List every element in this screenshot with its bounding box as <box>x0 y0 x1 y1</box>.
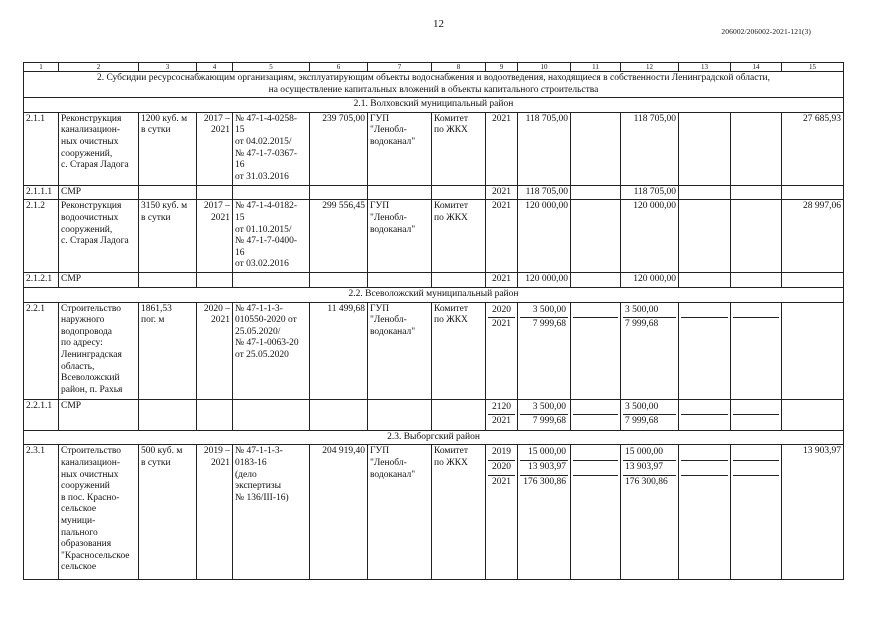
year: 2019 2020 2021 <box>486 445 518 580</box>
table-row <box>24 273 844 288</box>
cell-empty <box>571 273 621 288</box>
cell-empty <box>782 302 844 399</box>
cell-empty <box>310 399 368 430</box>
estimated-cost: 11 499,68 <box>310 302 368 399</box>
cell-empty <box>571 200 621 273</box>
section-title: 2. Субсидии ресурсоснабжающим организациям, эксплуатирующим объекты водоснабжения и водоотведения, находящиеся в собственности Ленинградской области, на осуществление капитальных вложений в объекты капитального строительства <box>24 72 844 98</box>
subsidy-table <box>23 62 844 580</box>
column-number: 15 <box>782 63 844 72</box>
cell-empty <box>571 185 621 200</box>
row-number: 2.1.2 <box>24 200 59 273</box>
regional-budget: 3 500,00 7 999,68 <box>621 399 679 430</box>
column-number: 4 <box>197 63 233 72</box>
column-15-value: 13 903,97 <box>782 445 844 580</box>
period: 2020 – 2021 <box>197 302 233 399</box>
cell-empty <box>679 185 731 200</box>
cell-empty <box>571 445 621 580</box>
estimated-cost: 299 556,45 <box>310 200 368 273</box>
cell-empty <box>731 445 782 580</box>
authority: Комитет по ЖКХ <box>432 302 486 399</box>
column-number: 12 <box>621 63 679 72</box>
total-amount: 3 500,00 7 999,68 <box>518 302 571 399</box>
cell-empty <box>731 399 782 430</box>
period: 2017 – 2021 <box>197 112 233 185</box>
cell-empty <box>368 399 432 430</box>
district-row <box>24 98 844 113</box>
cell-empty <box>571 112 621 185</box>
column-15-value: 28 997,06 <box>782 200 844 273</box>
cell-empty <box>233 185 310 200</box>
object-name: СМР <box>59 273 139 288</box>
authority: Комитет по ЖКХ <box>432 445 486 580</box>
object-name: Реконструкция канализацион- ных очистных сооружений, с. Старая Ладога <box>59 112 139 185</box>
period: 2019 – 2021 <box>197 445 233 580</box>
table-row <box>24 185 844 200</box>
column-number: 10 <box>518 63 571 72</box>
customer: ГУП "Ленобл- водоканал" <box>368 445 432 580</box>
table-row <box>24 445 844 580</box>
regional-budget: 120 000,00 <box>621 200 679 273</box>
cell-empty <box>233 399 310 430</box>
capacity: 1861,53 пог. м <box>139 302 197 399</box>
section-title-row <box>24 72 844 98</box>
column-number: 3 <box>139 63 197 72</box>
cell-empty <box>432 185 486 200</box>
column-number: 9 <box>486 63 518 72</box>
column-number: 7 <box>368 63 432 72</box>
cell-empty <box>233 273 310 288</box>
expertise-docs: № 47-1-4-0182- 15 от 01.10.2015/ № 47-1-7-0400- 16 от 03.02.2016 <box>233 200 310 273</box>
row-number: 2.1.1 <box>24 112 59 185</box>
cell-empty <box>368 273 432 288</box>
page-number: 12 <box>433 18 444 30</box>
cell-empty <box>139 399 197 430</box>
row-number: 2.1.1.1 <box>24 185 59 200</box>
total-amount: 118 705,00 <box>518 112 571 185</box>
regional-budget: 120 000,00 <box>621 273 679 288</box>
year: 2120 2021 <box>486 399 518 430</box>
cell-empty <box>731 200 782 273</box>
cell-empty <box>679 399 731 430</box>
cell-empty <box>731 273 782 288</box>
total-amount: 15 000,00 13 903,97 176 300,86 <box>518 445 571 580</box>
cell-empty <box>571 302 621 399</box>
expertise-docs: № 47-1-1-3- 010550-2020 от 25.05.2020/ № 47-1-0063-20 от 25.05.2020 <box>233 302 310 399</box>
row-number: 2.2.1.1 <box>24 399 59 430</box>
cell-empty <box>197 399 233 430</box>
capacity: 3150 куб. м в сутки <box>139 200 197 273</box>
column-number: 2 <box>59 63 139 72</box>
object-name: Реконструкция водоочистных сооружений, с. Старая Ладога <box>59 200 139 273</box>
column-15-value: 27 685,93 <box>782 112 844 185</box>
cell-empty <box>782 185 844 200</box>
authority: Комитет по ЖКХ <box>432 112 486 185</box>
total-amount: 3 500,00 7 999,68 <box>518 399 571 430</box>
row-number: 2.2.1 <box>24 302 59 399</box>
cell-empty <box>139 273 197 288</box>
cell-empty <box>432 273 486 288</box>
total-amount: 120 000,00 <box>518 273 571 288</box>
year: 2021 <box>486 200 518 273</box>
object-name: СМР <box>59 399 139 430</box>
estimated-cost: 239 705,00 <box>310 112 368 185</box>
column-number: 14 <box>731 63 782 72</box>
cell-empty <box>679 445 731 580</box>
customer: ГУП "Ленобл- водоканал" <box>368 112 432 185</box>
cell-empty <box>571 399 621 430</box>
cell-empty <box>139 185 197 200</box>
cell-empty <box>731 112 782 185</box>
cell-empty <box>679 200 731 273</box>
table-row <box>24 200 844 273</box>
object-name: СМР <box>59 185 139 200</box>
column-number: 8 <box>432 63 486 72</box>
cell-empty <box>197 273 233 288</box>
expertise-docs: № 47-1-4-0258- 15 от 04.02.2015/ № 47-1-7-0367- 16 от 31.03.2016 <box>233 112 310 185</box>
capacity: 500 куб. м в сутки <box>139 445 197 580</box>
column-number: 1 <box>24 63 59 72</box>
column-numbers-row <box>24 63 844 72</box>
cell-empty <box>782 399 844 430</box>
customer: ГУП "Ленобл- водоканал" <box>368 200 432 273</box>
period: 2017 – 2021 <box>197 200 233 273</box>
district-row <box>24 430 844 445</box>
year: 2021 <box>486 112 518 185</box>
cell-empty <box>731 185 782 200</box>
regional-budget: 3 500,00 7 999,68 <box>621 302 679 399</box>
capacity: 1200 куб. м в сутки <box>139 112 197 185</box>
district-row <box>24 287 844 302</box>
row-number: 2.1.2.1 <box>24 273 59 288</box>
table-row <box>24 112 844 185</box>
cell-empty <box>782 273 844 288</box>
cell-empty <box>432 399 486 430</box>
total-amount: 120 000,00 <box>518 200 571 273</box>
total-amount: 118 705,00 <box>518 185 571 200</box>
expertise-docs: № 47-1-1-3- 0183-16 (дело экспертизы № 136/III-16) <box>233 445 310 580</box>
cell-empty <box>679 112 731 185</box>
column-number: 5 <box>233 63 310 72</box>
cell-empty <box>679 302 731 399</box>
regional-budget: 118 705,00 <box>621 112 679 185</box>
cell-empty <box>368 185 432 200</box>
district-title: 2.2. Всеволожский муниципальный район <box>24 287 844 302</box>
district-title: 2.3. Выборгский район <box>24 430 844 445</box>
column-number: 13 <box>679 63 731 72</box>
authority: Комитет по ЖКХ <box>432 200 486 273</box>
row-number: 2.3.1 <box>24 445 59 580</box>
regional-budget: 118 705,00 <box>621 185 679 200</box>
column-number: 6 <box>310 63 368 72</box>
table-row <box>24 302 844 399</box>
table-row <box>24 399 844 430</box>
object-name: Строительство канализацион- ных очистных сооружений в пос. Красно- сельское муници- пального образования "Красносельское сельское <box>59 445 139 580</box>
district-title: 2.1. Волховский муниципальный район <box>24 98 844 113</box>
cell-empty <box>731 302 782 399</box>
cell-empty <box>310 185 368 200</box>
object-name: Строительство наружного водопровода по адресу: Ленинградская область, Всеволожский район, п. Рахья <box>59 302 139 399</box>
customer: ГУП "Ленобл- водоканал" <box>368 302 432 399</box>
year: 2021 <box>486 185 518 200</box>
regional-budget: 15 000,00 13 903,97 176 300,86 <box>621 445 679 580</box>
cell-empty <box>310 273 368 288</box>
document-code: 206002/206002-2021-121(3) <box>721 27 811 36</box>
cell-empty <box>679 273 731 288</box>
estimated-cost: 204 919,40 <box>310 445 368 580</box>
year: 2021 <box>486 273 518 288</box>
year: 2020 2021 <box>486 302 518 399</box>
column-number: 11 <box>571 63 621 72</box>
cell-empty <box>197 185 233 200</box>
